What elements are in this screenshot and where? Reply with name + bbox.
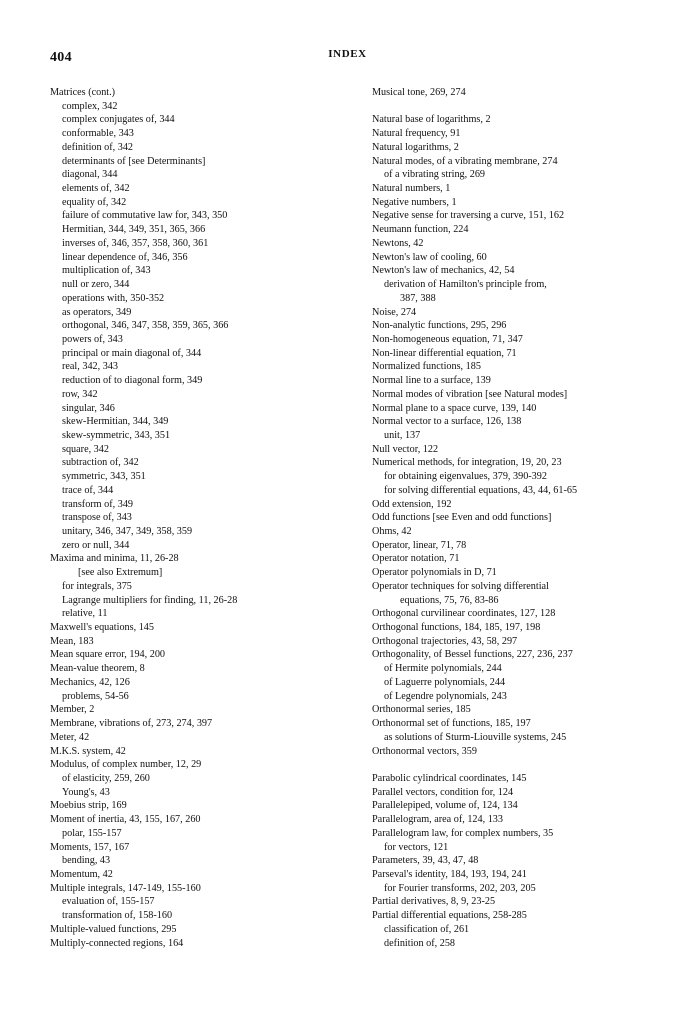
index-entry: Operator, linear, 71, 78 [372, 539, 467, 551]
index-subentry: for Fourier transforms, 202, 203, 205 [384, 882, 536, 894]
index-subentry: Lagrange multipliers for finding, 11, 26-28 [62, 594, 238, 606]
index-subentry: polar, 155-157 [62, 827, 122, 839]
index-subentry: of a vibrating string, 269 [384, 169, 486, 181]
index-subentry: skew-symmetric, 343, 351 [62, 429, 171, 441]
index-subentry: subtraction of, 342 [62, 457, 139, 469]
index-entry: Membrane, vibrations of, 273, 274, 397 [50, 718, 213, 730]
index-entry: Normal vector to a surface, 126, 138 [372, 416, 522, 428]
index-entry: Normal modes of vibration [see Natural modes] [372, 388, 568, 400]
index-subentry: transformation of, 158-160 [62, 910, 173, 922]
index-entry: Orthonormal series, 185 [372, 704, 471, 716]
index-entry: Noise, 274 [372, 306, 417, 318]
index-subentry: inverses of, 346, 357, 358, 360, 361 [62, 237, 209, 249]
index-subentry: orthogonal, 346, 347, 358, 359, 365, 366 [62, 320, 229, 332]
index-entry: Parallelepiped, volume of, 124, 134 [372, 800, 518, 812]
index-entry: Orthogonal trajectories, 43, 58, 297 [372, 635, 518, 647]
index-subentry: skew-Hermitian, 344, 349 [62, 416, 169, 428]
index-entry: Neumann function, 224 [372, 224, 469, 236]
right-index-column [372, 86, 672, 950]
index-entry: Operator polynomials in D, 71 [372, 567, 497, 579]
index-subentry: evaluation of, 155-157 [62, 896, 155, 908]
index-entry: Meter, 42 [50, 731, 90, 743]
index-subentry: operations with, 350-352 [62, 292, 165, 304]
index-subentry: of Laguerre polynomials, 244 [384, 676, 506, 688]
index-subentry: of Legendre polynomials, 243 [384, 690, 507, 702]
index-entry: Orthonormal vectors, 359 [372, 745, 477, 757]
index-subentry: of elasticity, 259, 260 [62, 772, 150, 784]
index-entry: M.K.S. system, 42 [50, 745, 126, 757]
index-entry: Parallelogram, area of, 124, 133 [372, 814, 503, 826]
index-entry: Multiple-valued functions, 295 [50, 923, 177, 935]
index-entry: Moebius strip, 169 [50, 800, 127, 812]
index-subentry: unit, 137 [384, 429, 421, 441]
index-subentry: for integrals, 375 [62, 580, 132, 592]
index-entry: Parallel vectors, condition for, 124 [372, 786, 514, 798]
index-entry: Momentum, 42 [50, 868, 113, 880]
index-entry: Null vector, 122 [372, 443, 439, 455]
index-entry: Orthogonality, of Bessel functions, 227, 236, 237 [372, 649, 573, 661]
index-subentry: Young's, 43 [62, 786, 110, 798]
index-entry: Non-analytic functions, 295, 296 [372, 320, 507, 332]
index-subentry: symmetric, 343, 351 [62, 471, 146, 483]
index-entry: Non-homogeneous equation, 71, 347 [372, 333, 523, 345]
index-subentry: real, 342, 343 [62, 361, 119, 373]
index-subentry: principal or main diagonal of, 344 [62, 347, 202, 359]
index-subentry: [see also Extremum] [78, 567, 163, 579]
index-subentry: zero or null, 344 [62, 539, 130, 551]
index-subentry: trace of, 344 [62, 484, 114, 496]
running-head: INDEX [328, 48, 367, 60]
index-subentry: as operators, 349 [62, 306, 132, 318]
index-entry: Parallelogram law, for complex numbers, 35 [372, 827, 554, 839]
index-subentry: problems, 54-56 [62, 690, 129, 702]
index-subentry: relative, 11 [62, 608, 108, 620]
index-subentry: classification of, 261 [384, 923, 470, 935]
index-entry: Operator notation, 71 [372, 553, 460, 565]
index-entry: Negative sense for traversing a curve, 151, 162 [372, 210, 565, 222]
index-entry: Natural numbers, 1 [372, 183, 451, 195]
index-subentry: linear dependence of, 346, 356 [62, 251, 188, 263]
index-subentry: bending, 43 [62, 855, 111, 867]
index-entry: Normalized functions, 185 [372, 361, 481, 373]
index-subentry: elements of, 342 [62, 183, 130, 195]
index-entry: Non-linear differential equation, 71 [372, 347, 517, 359]
index-entry: Newton's law of cooling, 60 [372, 251, 487, 263]
index-entry: Newton's law of mechanics, 42, 54 [372, 265, 515, 277]
index-subentry: failure of commutative law for, 343, 350 [62, 210, 228, 222]
index-subentry: conformable, 343 [62, 128, 134, 140]
index-subentry: singular, 346 [62, 402, 115, 414]
index-entry: Mean-value theorem, 8 [50, 663, 145, 675]
index-subentry: for vectors, 121 [384, 841, 449, 853]
index-subentry: 387, 388 [400, 292, 436, 304]
index-subentry: powers of, 343 [62, 333, 123, 345]
index-subentry: definition of, 258 [384, 937, 456, 949]
index-entry: Ohms, 42 [372, 526, 412, 537]
index-subentry: multiplication of, 343 [62, 265, 151, 277]
index-entry: Matrices (cont.) [50, 87, 116, 98]
index-entry: Partial differential equations, 258-285 [372, 910, 527, 922]
index-subentry: for solving differential equations, 43, 44, 61-65 [384, 484, 578, 496]
index-entry: Mean square error, 194, 200 [50, 649, 166, 661]
index-entry: Modulus, of complex number, 12, 29 [50, 759, 202, 771]
index-entry: Orthonormal set of functions, 185, 197 [372, 718, 531, 730]
index-entry: Maxwell's equations, 145 [50, 622, 154, 634]
index-entry: Natural base of logarithms, 2 [372, 114, 491, 126]
index-subentry: null or zero, 344 [62, 279, 130, 291]
index-entry: Numerical methods, for integration, 19, 20, 23 [372, 457, 562, 469]
index-subentry: derivation of Hamilton's principle from, [384, 279, 547, 291]
index-subentry: square, 342 [62, 443, 109, 455]
index-section-gap [372, 100, 672, 114]
index-subentry: complex, 342 [62, 100, 118, 112]
index-subentry: Hermitian, 344, 349, 351, 365, 366 [62, 224, 206, 236]
index-entry: Odd functions [see Even and odd functions] [372, 512, 552, 524]
index-entry: Odd extension, 192 [372, 498, 452, 510]
index-entry: Maxima and minima, 11, 26-28 [50, 553, 179, 565]
index-subentry: transform of, 349 [62, 498, 134, 510]
index-subentry: equations, 75, 76, 83-86 [400, 594, 499, 606]
left-index-column [50, 86, 350, 950]
index-subentry: definition of, 342 [62, 141, 134, 153]
index-entry: Operator techniques for solving differential [372, 580, 549, 592]
index-entry: Normal line to a surface, 139 [372, 375, 491, 387]
index-subentry: complex conjugates of, 344 [62, 114, 175, 126]
index-entry: Normal plane to a space curve, 139, 140 [372, 402, 537, 414]
index-entry: Partial derivatives, 8, 9, 23-25 [372, 896, 496, 908]
index-entry: Member, 2 [50, 704, 95, 716]
index-entry: Orthogonal curvilinear coordinates, 127, 128 [372, 608, 556, 620]
index-subentry: for obtaining eigenvalues, 379, 390-392 [384, 471, 547, 483]
page-number: 404 [50, 50, 72, 65]
index-entry: Newtons, 42 [372, 237, 424, 249]
index-subentry: transpose of, 343 [62, 512, 132, 524]
index-subentry: row, 342 [62, 388, 98, 400]
index-entry: Mechanics, 42, 126 [50, 676, 130, 688]
index-section-gap [372, 758, 672, 772]
index-entry: Parseval's identity, 184, 193, 194, 241 [372, 868, 527, 880]
index-entry: Mean, 183 [50, 635, 94, 647]
index-subentry: diagonal, 344 [62, 169, 118, 181]
index-entry: Natural modes, of a vibrating membrane, 274 [372, 155, 558, 167]
index-entry: Multiple integrals, 147-149, 155-160 [50, 882, 201, 894]
index-entry: Multiply-connected regions, 164 [50, 937, 184, 949]
index-entry: Negative numbers, 1 [372, 196, 457, 208]
index-entry: Orthogonal functions, 184, 185, 197, 198 [372, 622, 541, 634]
index-entry: Parabolic cylindrical coordinates, 145 [372, 772, 527, 784]
index-subentry: equality of, 342 [62, 196, 127, 208]
index-subentry: determinants of [see Determinants] [62, 155, 206, 167]
index-subentry: as solutions of Sturm-Liouville systems, 245 [384, 731, 567, 743]
index-entry: Natural logarithms, 2 [372, 141, 459, 153]
index-subentry: of Hermite polynomials, 244 [384, 663, 502, 675]
index-subentry: unitary, 346, 347, 349, 358, 359 [62, 526, 193, 537]
index-entry: Parameters, 39, 43, 47, 48 [372, 855, 479, 867]
index-subentry: reduction of to diagonal form, 349 [62, 375, 203, 387]
index-entry: Moment of inertia, 43, 155, 167, 260 [50, 814, 201, 826]
index-entry: Natural frequency, 91 [372, 128, 461, 140]
index-entry: Moments, 157, 167 [50, 841, 130, 853]
index-entry: Musical tone, 269, 274 [372, 87, 466, 98]
